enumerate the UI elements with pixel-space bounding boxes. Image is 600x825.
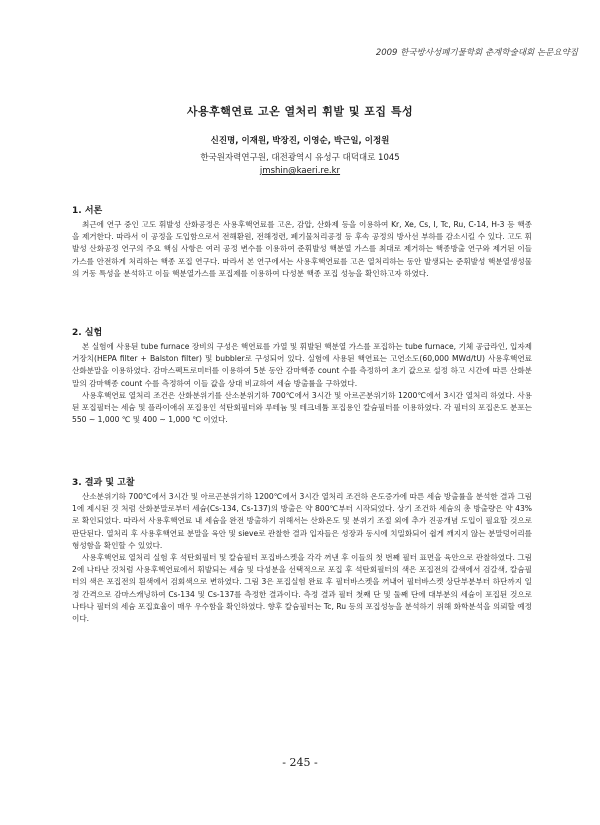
paragraph: 사용후핵연료 열처리 조건은 산화분위기를 산소분위기하 700℃에서 3시간 및 아르곤분위기하 1200℃에서 3시간 열처리 하였다. 사용된 포집필터는 세슘 및 플라이애쉬 포집용인 석탄회필터와 루테늄 및 테크네튬 포집용인 칼슘필터를 이용하였다. 각 필터의 포집온도 분포는 550 ~ 1,000 ℃ 및 400 ~ 1,000 ℃ 이었다. bbox=[72, 390, 532, 425]
email-link[interactable]: jmshin@kaeri.re.kr bbox=[259, 166, 341, 176]
running-header: 2009 한국방사성폐기물학회 춘계학술대회 논문요약집 bbox=[375, 48, 578, 58]
section-heading: 2. 실험 bbox=[72, 328, 103, 338]
paragraph: 산소분위기하 700℃에서 3시간 및 아르곤분위기하 1200℃에서 3시간 열처리 조건하 온도증가에 따른 세슘 방출률을 분석한 결과 그림 1에 제시된 것 처럼 산화분말로부터 세슘(Cs-134, Cs-137)의 방출은 약 800℃부터 시작되었다. 상기 조건하 세슘의 총 방출량은 약 43%로 확인되었다. 따라서 사용후핵연료 내 세슘을 완전 방출하기 위해서는 산화온도 및 분위기 조절 외에 추가 진공개념 도입이 필요할 것으로 판단된다. 열처리 후 사용후핵연료 분말을 육안 및 sieve로 관찰한 결과 입자들은 성장과 동시에 치밀화되어 쉽게 깨지지 않는 분말덩어리를 형성함을 확인할 수 있었다. bbox=[72, 492, 532, 550]
paper-title: 사용후핵연료 고온 열처리 휘발 및 포집 특성 bbox=[186, 105, 414, 118]
section-experiment bbox=[72, 325, 532, 426]
section-introduction bbox=[72, 203, 532, 280]
page-number: - 245 - bbox=[282, 756, 318, 769]
section-results bbox=[72, 475, 532, 625]
section-heading: 1. 서론 bbox=[72, 206, 103, 216]
author-list: 신진명, 이재원, 박장진, 이영순, 박근일, 이정원 bbox=[210, 136, 390, 146]
section-heading: 3. 결과 및 고찰 bbox=[72, 478, 135, 488]
affiliation: 한국원자력연구원, 대전광역시 유성구 대덕대로 1045 bbox=[200, 153, 400, 163]
paragraph: 사용후핵연료 열처리 실험 후 석탄회필터 및 칼슘필터 포집바스켓을 각각 꺼낸 후 이들의 첫 번째 필터 표면을 육안으로 관찰하였다. 그림 2에 나타난 것처럼 사용후핵연료에서 휘발되는 세슘 및 다성분을 선택적으로 포집 후 석탄회필터의 색은 포집전의 갈색에서 검갈색, 칼슘필터의 색은 포집전의 흰색에서 검회색으로 변하였다. 그림 3은 포집실험 완료 후 필터바스켓을 꺼내어 필터바스켓 상단부분부터 하단까지 일정 간격으로 감마스캐닝하여 Cs-134 및 Cs-137를 측정한 결과이다. 측정 결과 필터 첫째 단 및 둘째 단에 대부분의 세슘이 포집된 것으로 나타나 필터의 세슘 포집효율이 매우 우수함을 확인하였다. 향후 칼슘필터는 Tc, Ru 등의 포집성능을 분석하기 위해 화학분석을 의뢰할 예정이다. bbox=[72, 553, 533, 624]
paragraph: 본 실험에 사용된 tube furnace 장비의 구성은 핵연료를 가열 및 휘발된 핵분열 가스를 포집하는 tube furnace, 기체 공급라인, 입자제거장치(HEPA filter + Balston filter) 및 bubbler로 구성되어 있다. 실험에 사용된 핵연료는 고연소도(60,000 MWd/tU) 사용후핵연료 산화분말을 이용하였다. 감마스펙트로미터를 이용하여 5분 동안 감마핵종 count 수를 측정하여 초기 값으로 설정 하고 시간에 따른 산화분말의 감마핵종 count 수를 측정하여 이들 값을 상대 비교하여 세슘 방출률을 구하였다. bbox=[72, 342, 532, 388]
paragraph: 최근에 연구 중인 고도 휘발성 산화공정은 사용후핵연료를 고온, 감압, 산화제 등을 이용하여 Kr, Xe, Cs, I, Tc, Ru, C-14, H-3 등 핵종을 제거한다. 따라서 이 공정을 도입함으로서 전해환원, 전해정련, 폐기물처리공정 등 후속 공정의 방사선 부하를 감소시킬 수 있다. 고도 휘발성 산화공정 연구의 주요 핵심 사항은 여러 공정 변수를 이용하여 준휘발성 핵분열 가스를 최대로 제거하는 핵종방출 연구와 제거된 이들 가스를 안전하게 처리하는 핵종 포집 연구다. 따라서 본 연구에서는 사용후핵연료를 고온 열처리하는 동안 발생되는 준휘발성 핵분열생성물의 거동 특성을 분석하고 이들 핵분열가스를 포집제를 이용하여 다성분 핵종 포집 성능을 확인하고자 하였다. bbox=[72, 220, 532, 278]
